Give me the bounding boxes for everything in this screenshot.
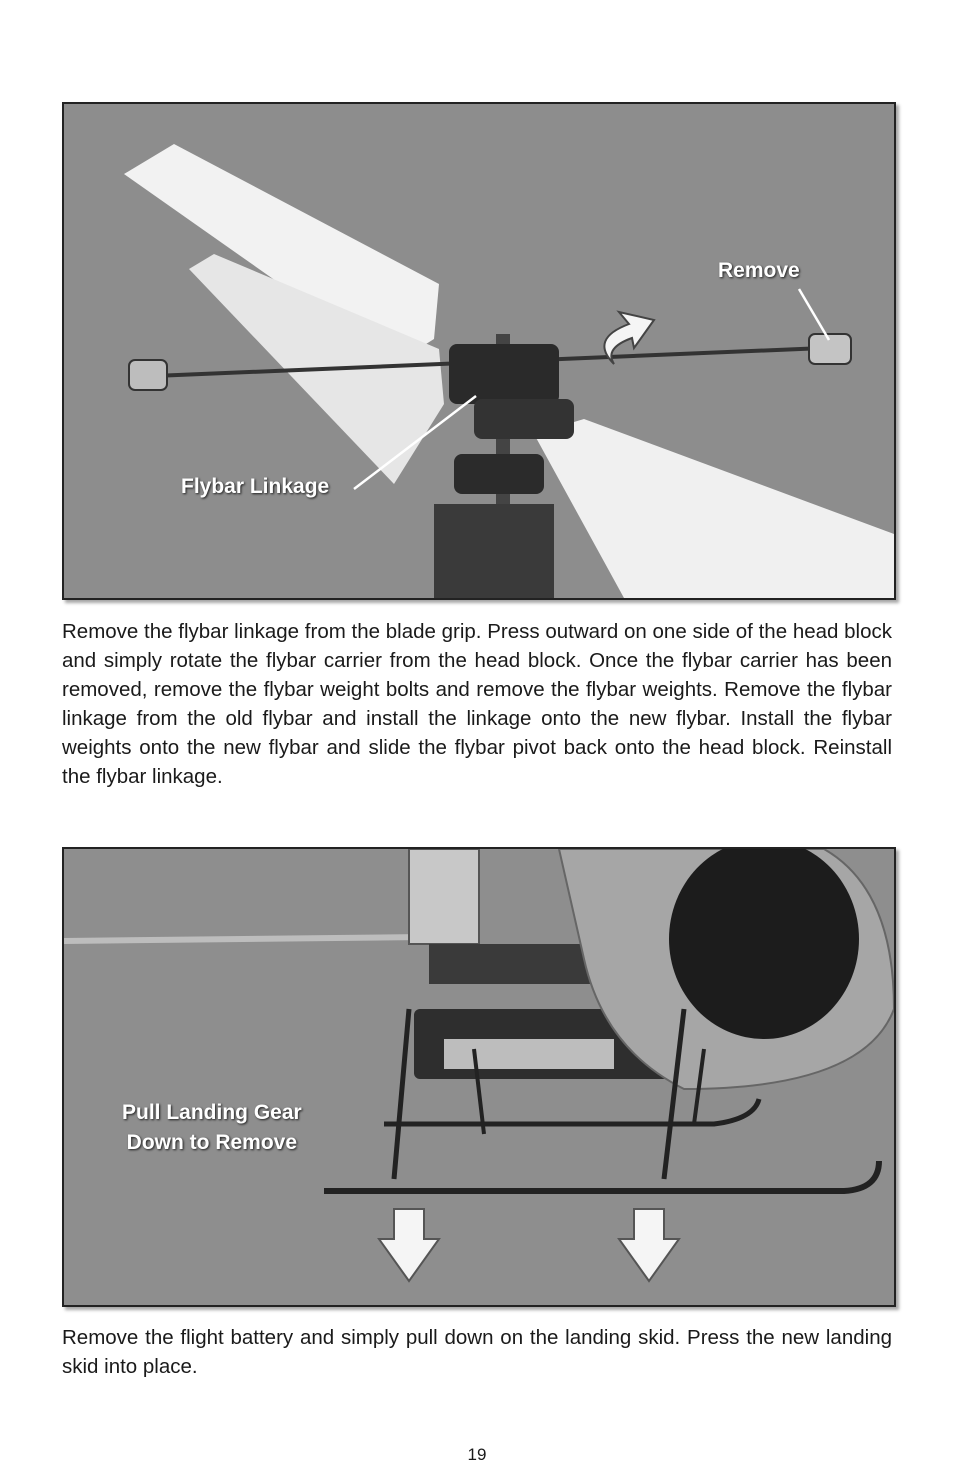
tail-boom (64, 937, 424, 941)
flybar-instructions: Remove the flybar linkage from the blade grip. Press outward on one side of the head block and simply rotate the flybar carrier from the head block. Once the flybar carrier has been removed, remove the flybar weight bolts and remove the flybar weights. Remove the flybar linkage from the old flybar and install the linkage onto the new flybar. Install the flybar weights onto the new flybar and slide the flybar pivot back onto the head block. Reinstall the flybar linkage. (62, 620, 892, 788)
flybar-photo (62, 102, 896, 600)
landing-gear-photo (62, 847, 896, 1307)
callout-line-1: Pull Landing Gear (122, 1101, 302, 1124)
head-block (449, 344, 559, 404)
motor (409, 849, 479, 944)
pull-landing-gear-callout (122, 1098, 302, 1158)
flybar-illustration (64, 104, 894, 598)
landing-gear-instructions: Remove the flight battery and simply pull down on the landing skid. Press the new landing skid into place. (62, 1326, 892, 1378)
callout-line-2: Down to Remove (126, 1131, 298, 1154)
swashplate (454, 454, 544, 494)
remove-callout: Remove (718, 259, 800, 282)
flybar-weight-left (129, 360, 167, 390)
blade-grip (474, 399, 574, 439)
flybar-weight-right (809, 334, 851, 364)
page-number: 19 (467, 1445, 487, 1464)
frame (434, 504, 554, 598)
flybar-linkage-callout: Flybar Linkage (181, 475, 330, 498)
battery (444, 1039, 614, 1069)
landing-gear-illustration (64, 849, 894, 1305)
